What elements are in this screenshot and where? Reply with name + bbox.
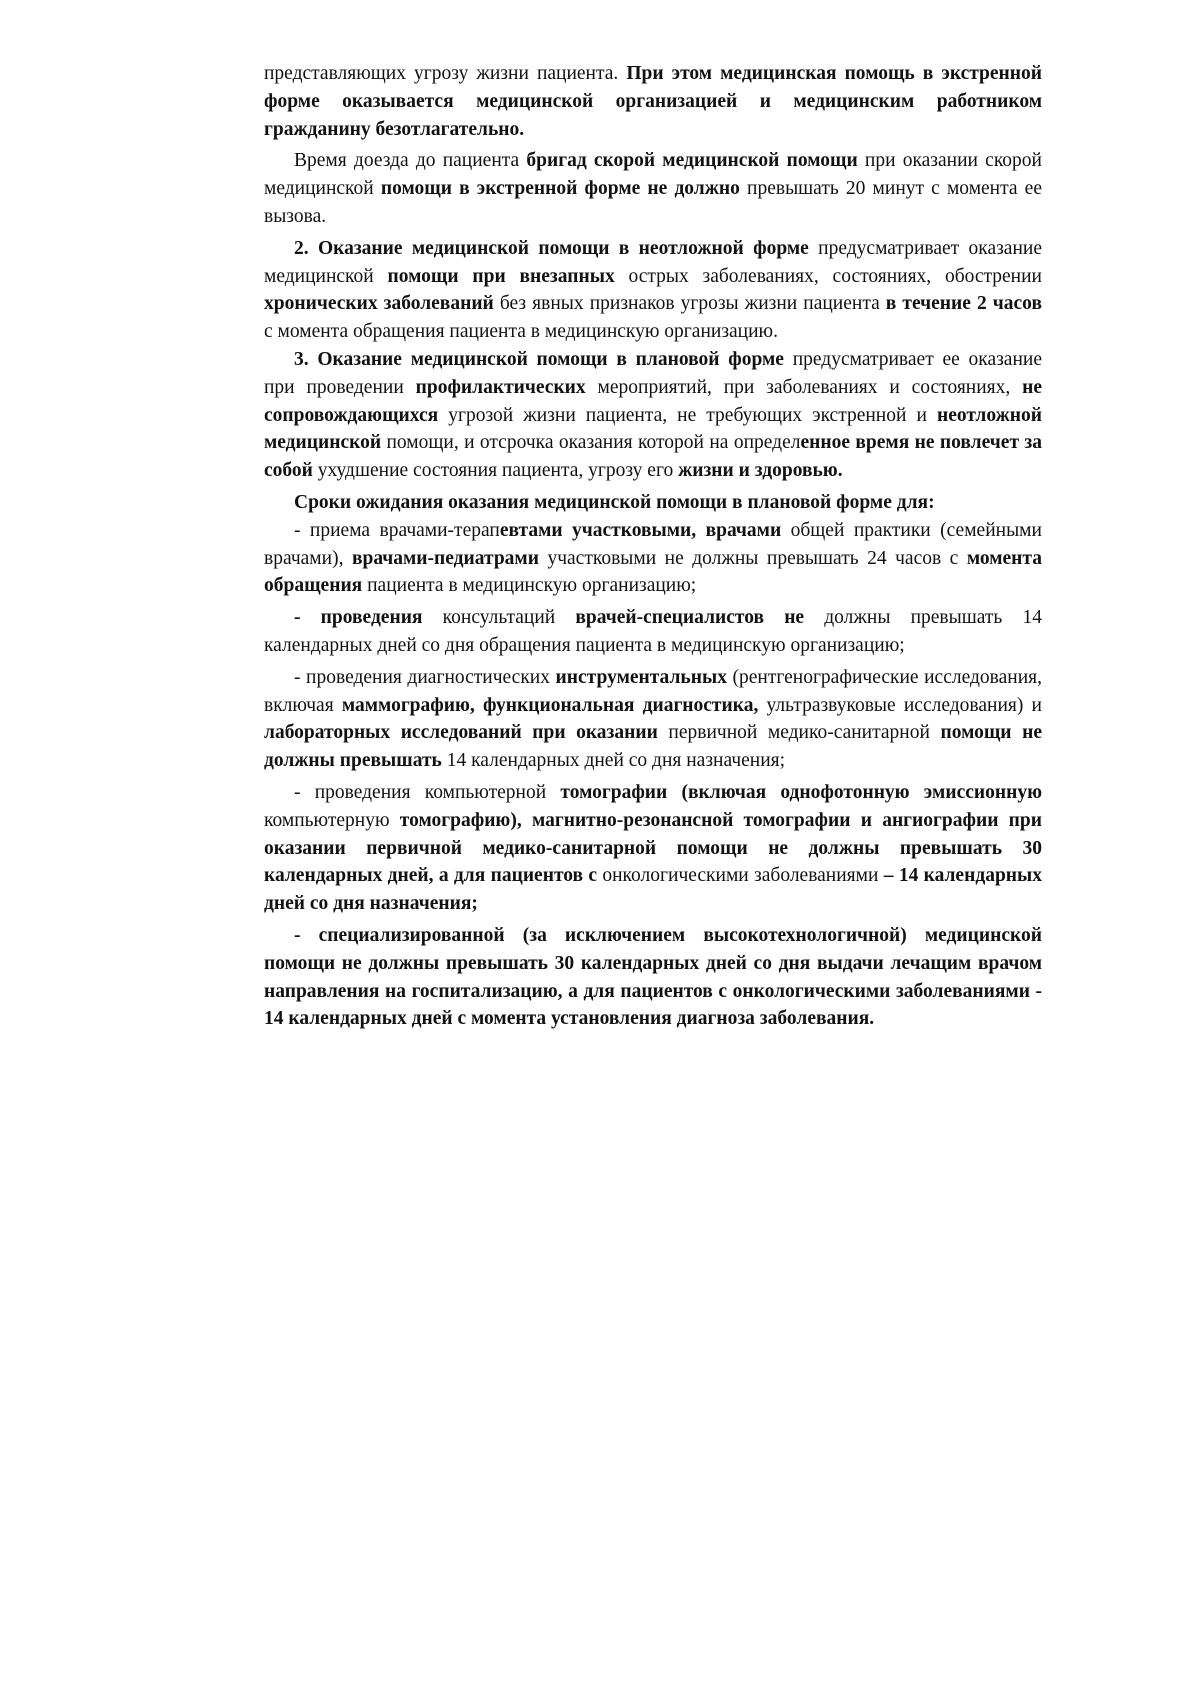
text-span-bold: При этом медицинская помощь в экстренной форме оказывается медицинской организацией и медицинским работником гражданину безотлагательно. (264, 63, 1042, 140)
text-span: помощи, и отсрочка оказания которой на определ (381, 432, 801, 454)
paragraph-specialized-care (264, 922, 1042, 1033)
text-span-bold: помощи в экстренной форме не должно (380, 178, 740, 200)
text-span-bold: 3. Оказание медицинской помощи в плановой форме (294, 348, 784, 370)
text-span: онкологическими заболеваниями (597, 865, 884, 887)
text-span: - проведения диагностических (294, 666, 556, 688)
text-span-bold: бригад скорой медицинской помощи (526, 150, 858, 172)
text-span-bold: врачей-специалистов не (575, 607, 805, 629)
text-span: 14 календарных дней со дня назначения; (441, 750, 786, 772)
text-span: компьютерную (264, 809, 400, 831)
text-span: пациента в медицинскую организацию; (362, 575, 697, 597)
paragraph-diagnostics (264, 664, 1042, 775)
text-span: предусматривает ее оказание при проведении (264, 348, 1042, 398)
text-span: ухудшение состояния пациента, угрозу его (312, 460, 679, 482)
text-span: с момента обращения пациента в медицинскую организацию. (264, 321, 778, 343)
text-span-bold: лабораторных исследований при оказании (264, 722, 658, 744)
paragraph-emergency-continuation (264, 60, 1042, 143)
paragraph-urgent-care (264, 235, 1042, 346)
text-span-bold: маммографию, функциональная диагностика, (341, 694, 759, 716)
text-span-bold: - проведения (294, 607, 423, 629)
text-span-bold: инструментальных (555, 666, 727, 688)
document-body (264, 60, 1042, 1037)
text-span: превышать 20 минут с момента ее вызова. (264, 178, 1042, 227)
text-span-bold: помощи при внезапных (387, 265, 615, 287)
text-span-bold: евтами участковыми, врачами (499, 519, 782, 541)
paragraph-ambulance-time (264, 147, 1042, 230)
text-span: без явных признаков угрозы жизни пациента (493, 293, 886, 315)
text-span: участковыми не должны превышать 24 часов с (538, 547, 967, 569)
text-span: консультаций (422, 607, 576, 629)
text-span-bold: неотложной медицинской (264, 404, 1042, 454)
text-span: мероприятий, при заболеваниях и состояниях, (585, 376, 1023, 398)
text-span-bold: – 14 календарных дней со дня назначения; (264, 865, 1042, 915)
text-span-bold: не сопровождающихся (264, 376, 1042, 426)
text-span: ультразвуковые исследования) и (758, 694, 1042, 716)
text-span: Время доезда до пациента (294, 150, 527, 172)
text-span: предусматривает оказание медицинской (264, 237, 1042, 287)
text-span: общей практики (семейными врачами), (264, 519, 1042, 569)
text-span-bold: профилактических (415, 376, 586, 398)
text-span-bold: момента обращения (264, 547, 1042, 597)
text-span-bold: томографию), магнитно-резонансной томографии и ангиографии при оказании первичной медико-санитарной помощи не должны превышать 30 календарных дней, а для пациентов с (264, 809, 1042, 887)
paragraph-tomography (264, 779, 1042, 918)
text-span: - приема врачами-терап (294, 519, 500, 541)
text-span-bold: помощи не должны превышать (264, 722, 1042, 772)
text-span: угрозой жизни пациента, не требующих экстренной и (438, 404, 937, 426)
paragraph-planned-care (264, 346, 1042, 485)
text-span-bold: томографии (включая однофотонную эмиссионную (560, 781, 1042, 803)
paragraph-specialists (264, 604, 1042, 660)
text-span: представляющих угрозу жизни пациента. (264, 63, 627, 84)
text-span-bold: хронических заболеваний (264, 293, 494, 315)
text-span-bold: 2. Оказание медицинской помощи в неотложной форме (294, 237, 809, 259)
text-span-bold: енное время не повлечет за собой (264, 432, 1042, 482)
text-span-bold: - специализированной (за исключением высокотехнологичной) медицинской помощи не должны превышать 30 календарных дней со дня выдачи лечащим врачом направления на госпитализацию, а для пациентов с онкологическими заболеваниями - 14 календарных дней с момента установления диагноза заболевания. (264, 924, 1042, 1030)
text-span: (рентгенографические исследования, включая (264, 666, 1042, 716)
paragraph-waiting-terms-heading (264, 489, 1042, 517)
text-span: первичной медико-санитарной (657, 722, 941, 744)
text-span: - проведения компьютерной (294, 781, 561, 803)
text-span-bold: врачами-педиатрами (351, 547, 539, 569)
text-span: должны превышать 14 календарных дней со дня обращения пациента в медицинскую организацию; (264, 607, 1042, 656)
text-span: острых заболеваниях, состояниях, обострении (614, 265, 1042, 287)
text-span: при оказании скорой медицинской (264, 150, 1042, 200)
text-span-bold: Сроки ожидания оказания медицинской помощи в плановой форме для: (294, 491, 935, 513)
text-span-bold: в течение 2 часов (885, 293, 1042, 315)
paragraph-therapists (264, 517, 1042, 600)
text-span-bold: жизни и здоровью. (678, 460, 843, 482)
